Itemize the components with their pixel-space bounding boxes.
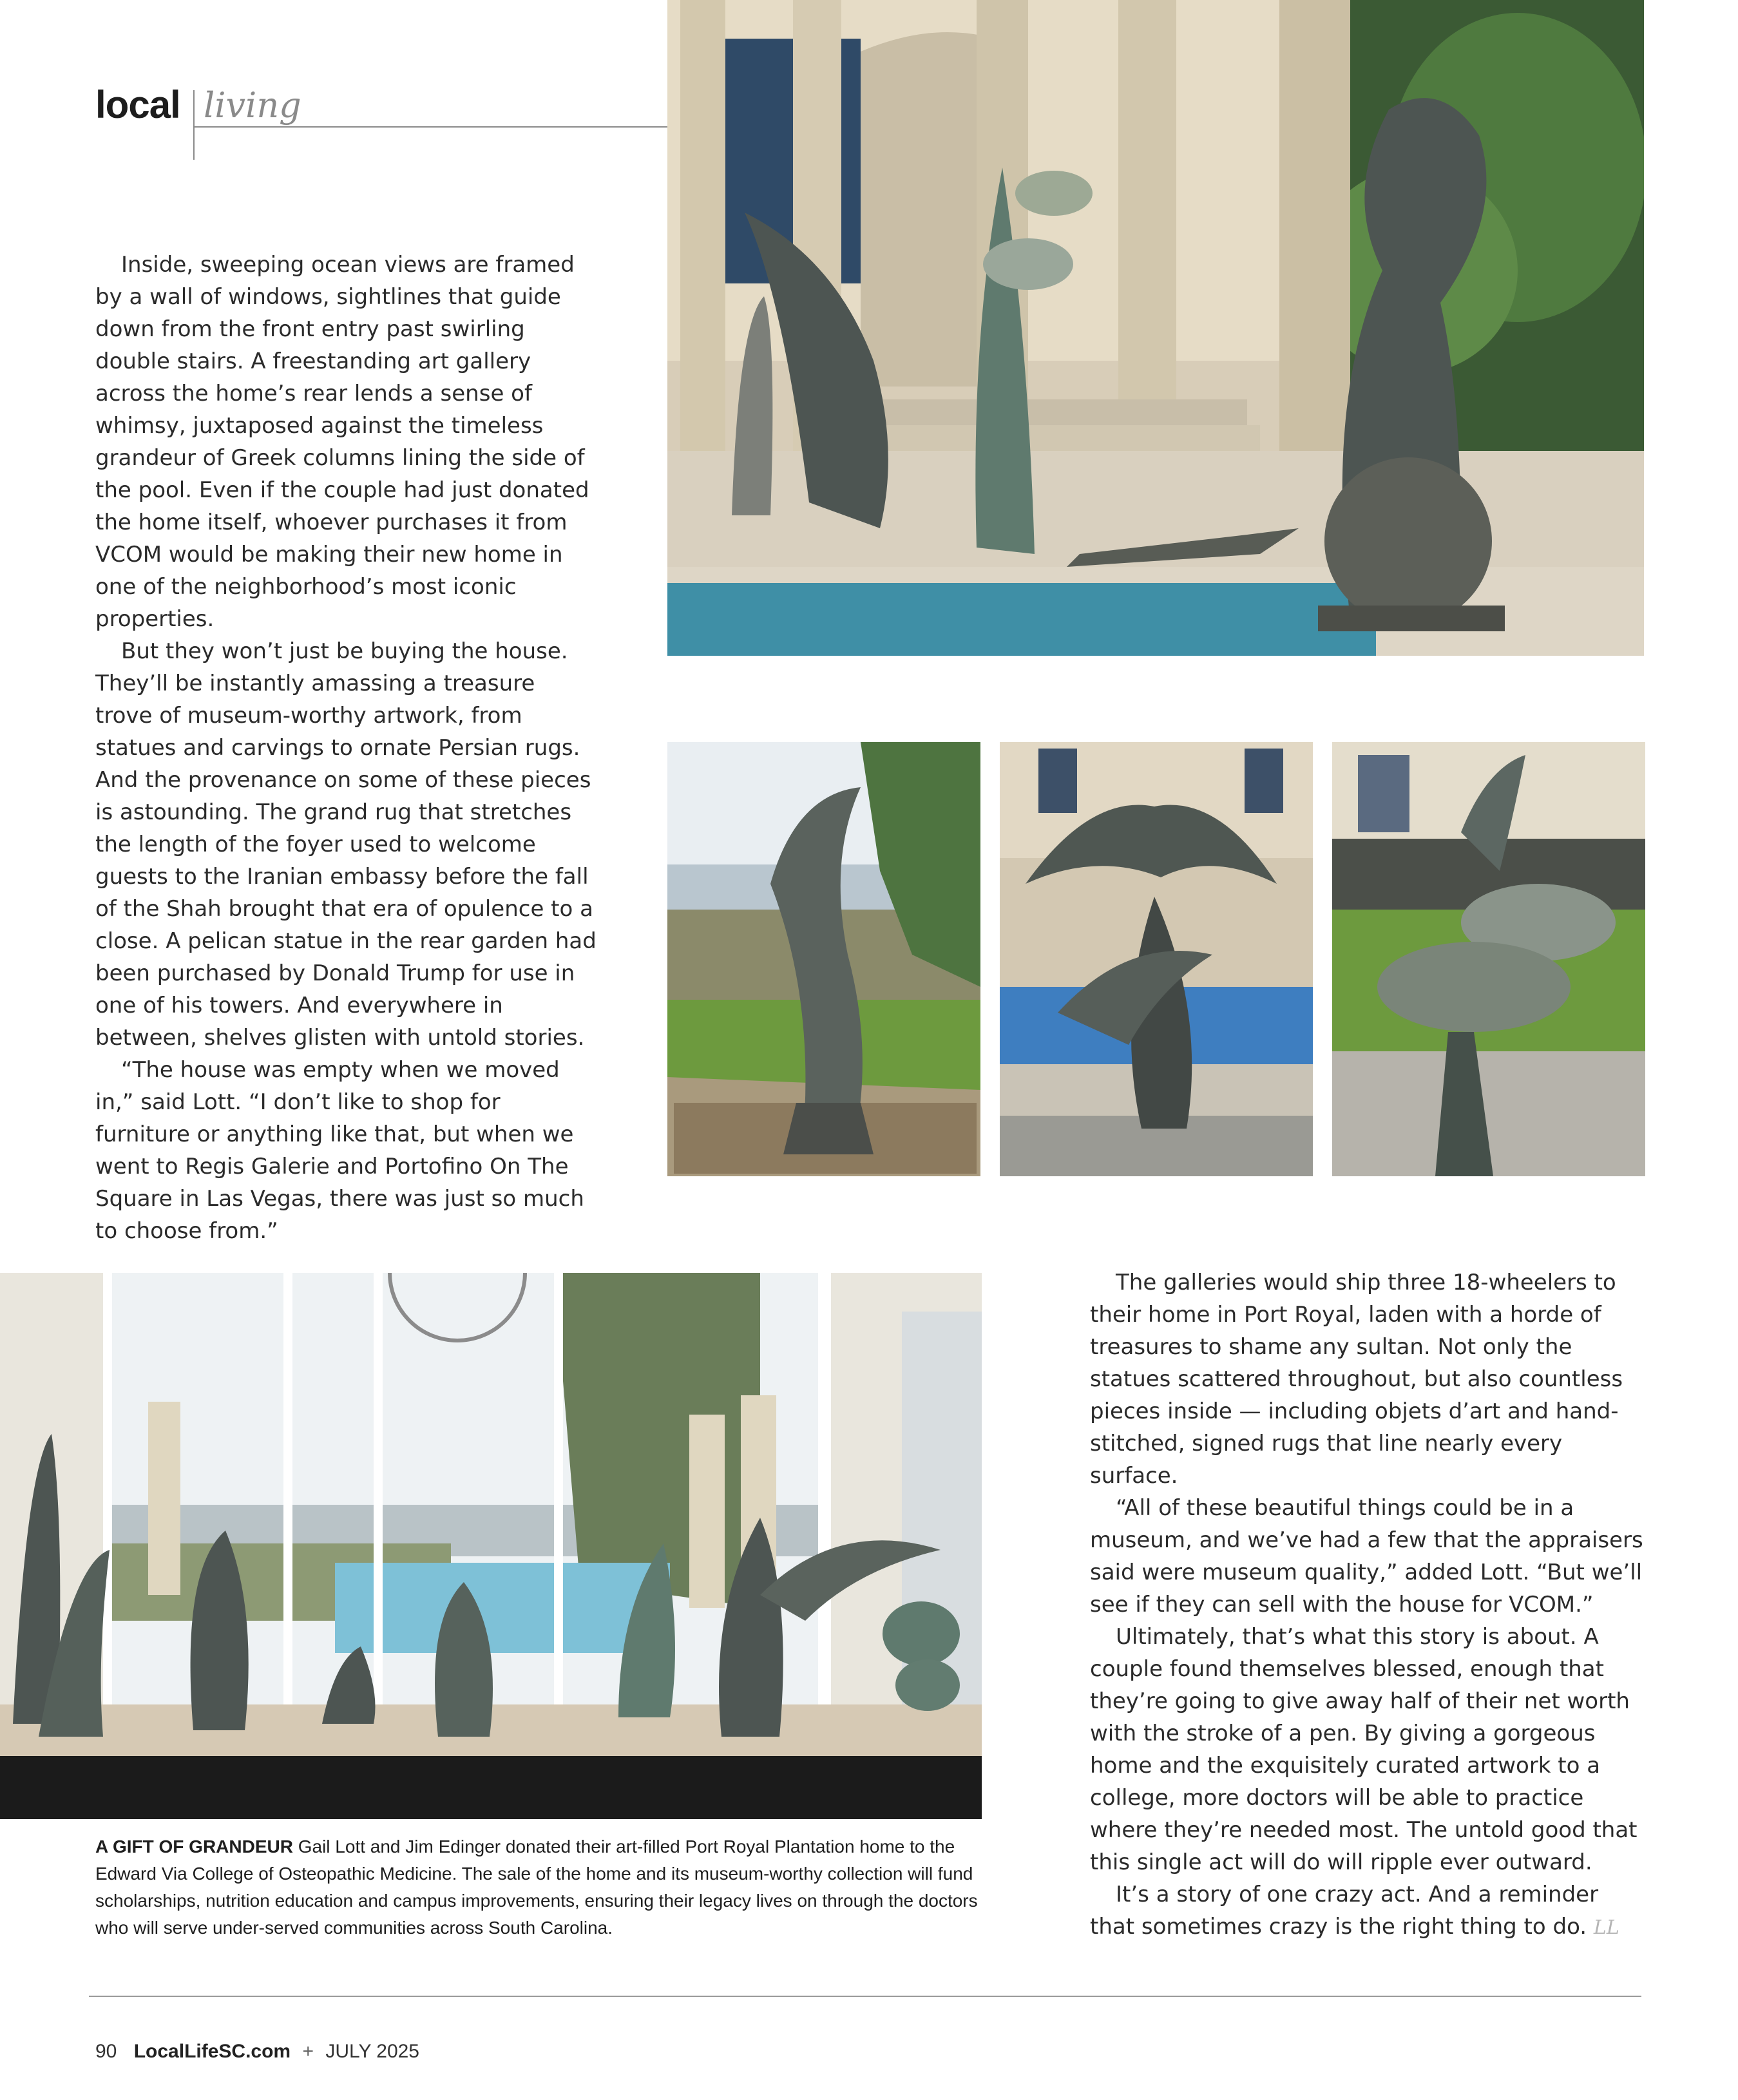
- article-right-column: [1090, 1266, 1644, 1944]
- closing-sentence: It’s a story of one crazy act. And a reminder that sometimes crazy is the right thing to do.: [1090, 1882, 1599, 1940]
- issue-date: JULY 2025: [325, 2041, 419, 2062]
- photo-eagles-statue: [1000, 742, 1313, 1176]
- caption-text: Gail Lott and Jim Edinger donated their art-filled Port Royal Plantation home to the Edward Via College of Osteopathic Medicine. The sale of the home and its museum-worthy collection will fund scholarships, nutrition education and campus improvements, ensuring their legacy lives on through the doctors who will serve under-served communities across South Carolina.: [95, 1837, 978, 1938]
- photo-sea-turtles-statue: [1332, 742, 1645, 1176]
- header-rule: [193, 126, 667, 128]
- page-footer: [95, 2041, 419, 2063]
- hero-photo-poolside-statues: [667, 0, 1644, 656]
- site-link[interactable]: LocalLifeSC.com: [133, 2041, 291, 2062]
- brand-local: local: [95, 83, 180, 126]
- footer-rule: [89, 1996, 1641, 1997]
- caption-lead: A GIFT OF GRANDEUR: [95, 1837, 293, 1857]
- brand-living: living: [204, 85, 301, 126]
- photo-dolphin-statue: [667, 742, 980, 1176]
- footer-separator: +: [302, 2041, 314, 2062]
- paragraph: Inside, sweeping ocean views are framed by a wall of windows, sightlines that guide down from the front entry past swirling double stairs. A freestanding art gallery across the home’s rear lends a sense of whimsy, juxtaposed against the timeless grandeur of Greek columns lining the side of the pool. Even if the couple had just donated the home itself, whoever purchases it from VCOM would be making their new home in one of the neighborhood’s most iconic properties.: [95, 252, 589, 632]
- article-left-column: [95, 249, 598, 1247]
- page-number: 90: [95, 2041, 117, 2062]
- photo-caption: [95, 1833, 984, 1942]
- paragraph-final: [1090, 1878, 1644, 1944]
- end-mark: LL: [1593, 1916, 1619, 1939]
- brand-divider: [193, 90, 195, 160]
- photo-window-sculpture-gallery: [0, 1273, 982, 1819]
- paragraph: Ultimately, that’s what this story is about. A couple found themselves blessed, enough that they’re going to give away half of their net worth with the stroke of a pen. By giving a gorgeous home and the exquisitely curated artwork to a college, more doctors will be able to practice where they’re needed most. The untold good that this single act will do will ripple ever outward.: [1090, 1624, 1638, 1875]
- paragraph: The galleries would ship three 18-wheelers to their home in Port Royal, laden with a horde of treasures to shame any sultan. Not only the statues scattered throughout, but also countless pieces inside — including objets d’art and hand-stitched, signed rugs that line nearly every surface.: [1090, 1270, 1623, 1489]
- paragraph: But they won’t just be buying the house. They’ll be instantly amassing a treasure trove of museum-worthy artwork, from statues and carvings to ornate Persian rugs. And the provenance on some of these pieces is astounding. The grand rug that stretches the length of the foyer used to welcome guests to the Iranian embassy before the fall of the Shah brought that era of opulence to a close. A pelican statue in the rear garden had been purchased by Donald Trump for use in one of his towers. And everywhere in between, shelves glisten with untold stories.: [95, 638, 597, 1051]
- paragraph: “The house was empty when we moved in,” said Lott. “I don’t like to shop for furniture or anything like that, but when we went to Regis Galerie and Portofino On The Square in Las Vegas, there was just so much to choose from.”: [95, 1057, 584, 1244]
- paragraph: “All of these beautiful things could be in a museum, and we’ve had a few that the appraisers said were museum quality,” added Lott. “But we’ll see if they can sell with the house for VCOM.”: [1090, 1495, 1643, 1618]
